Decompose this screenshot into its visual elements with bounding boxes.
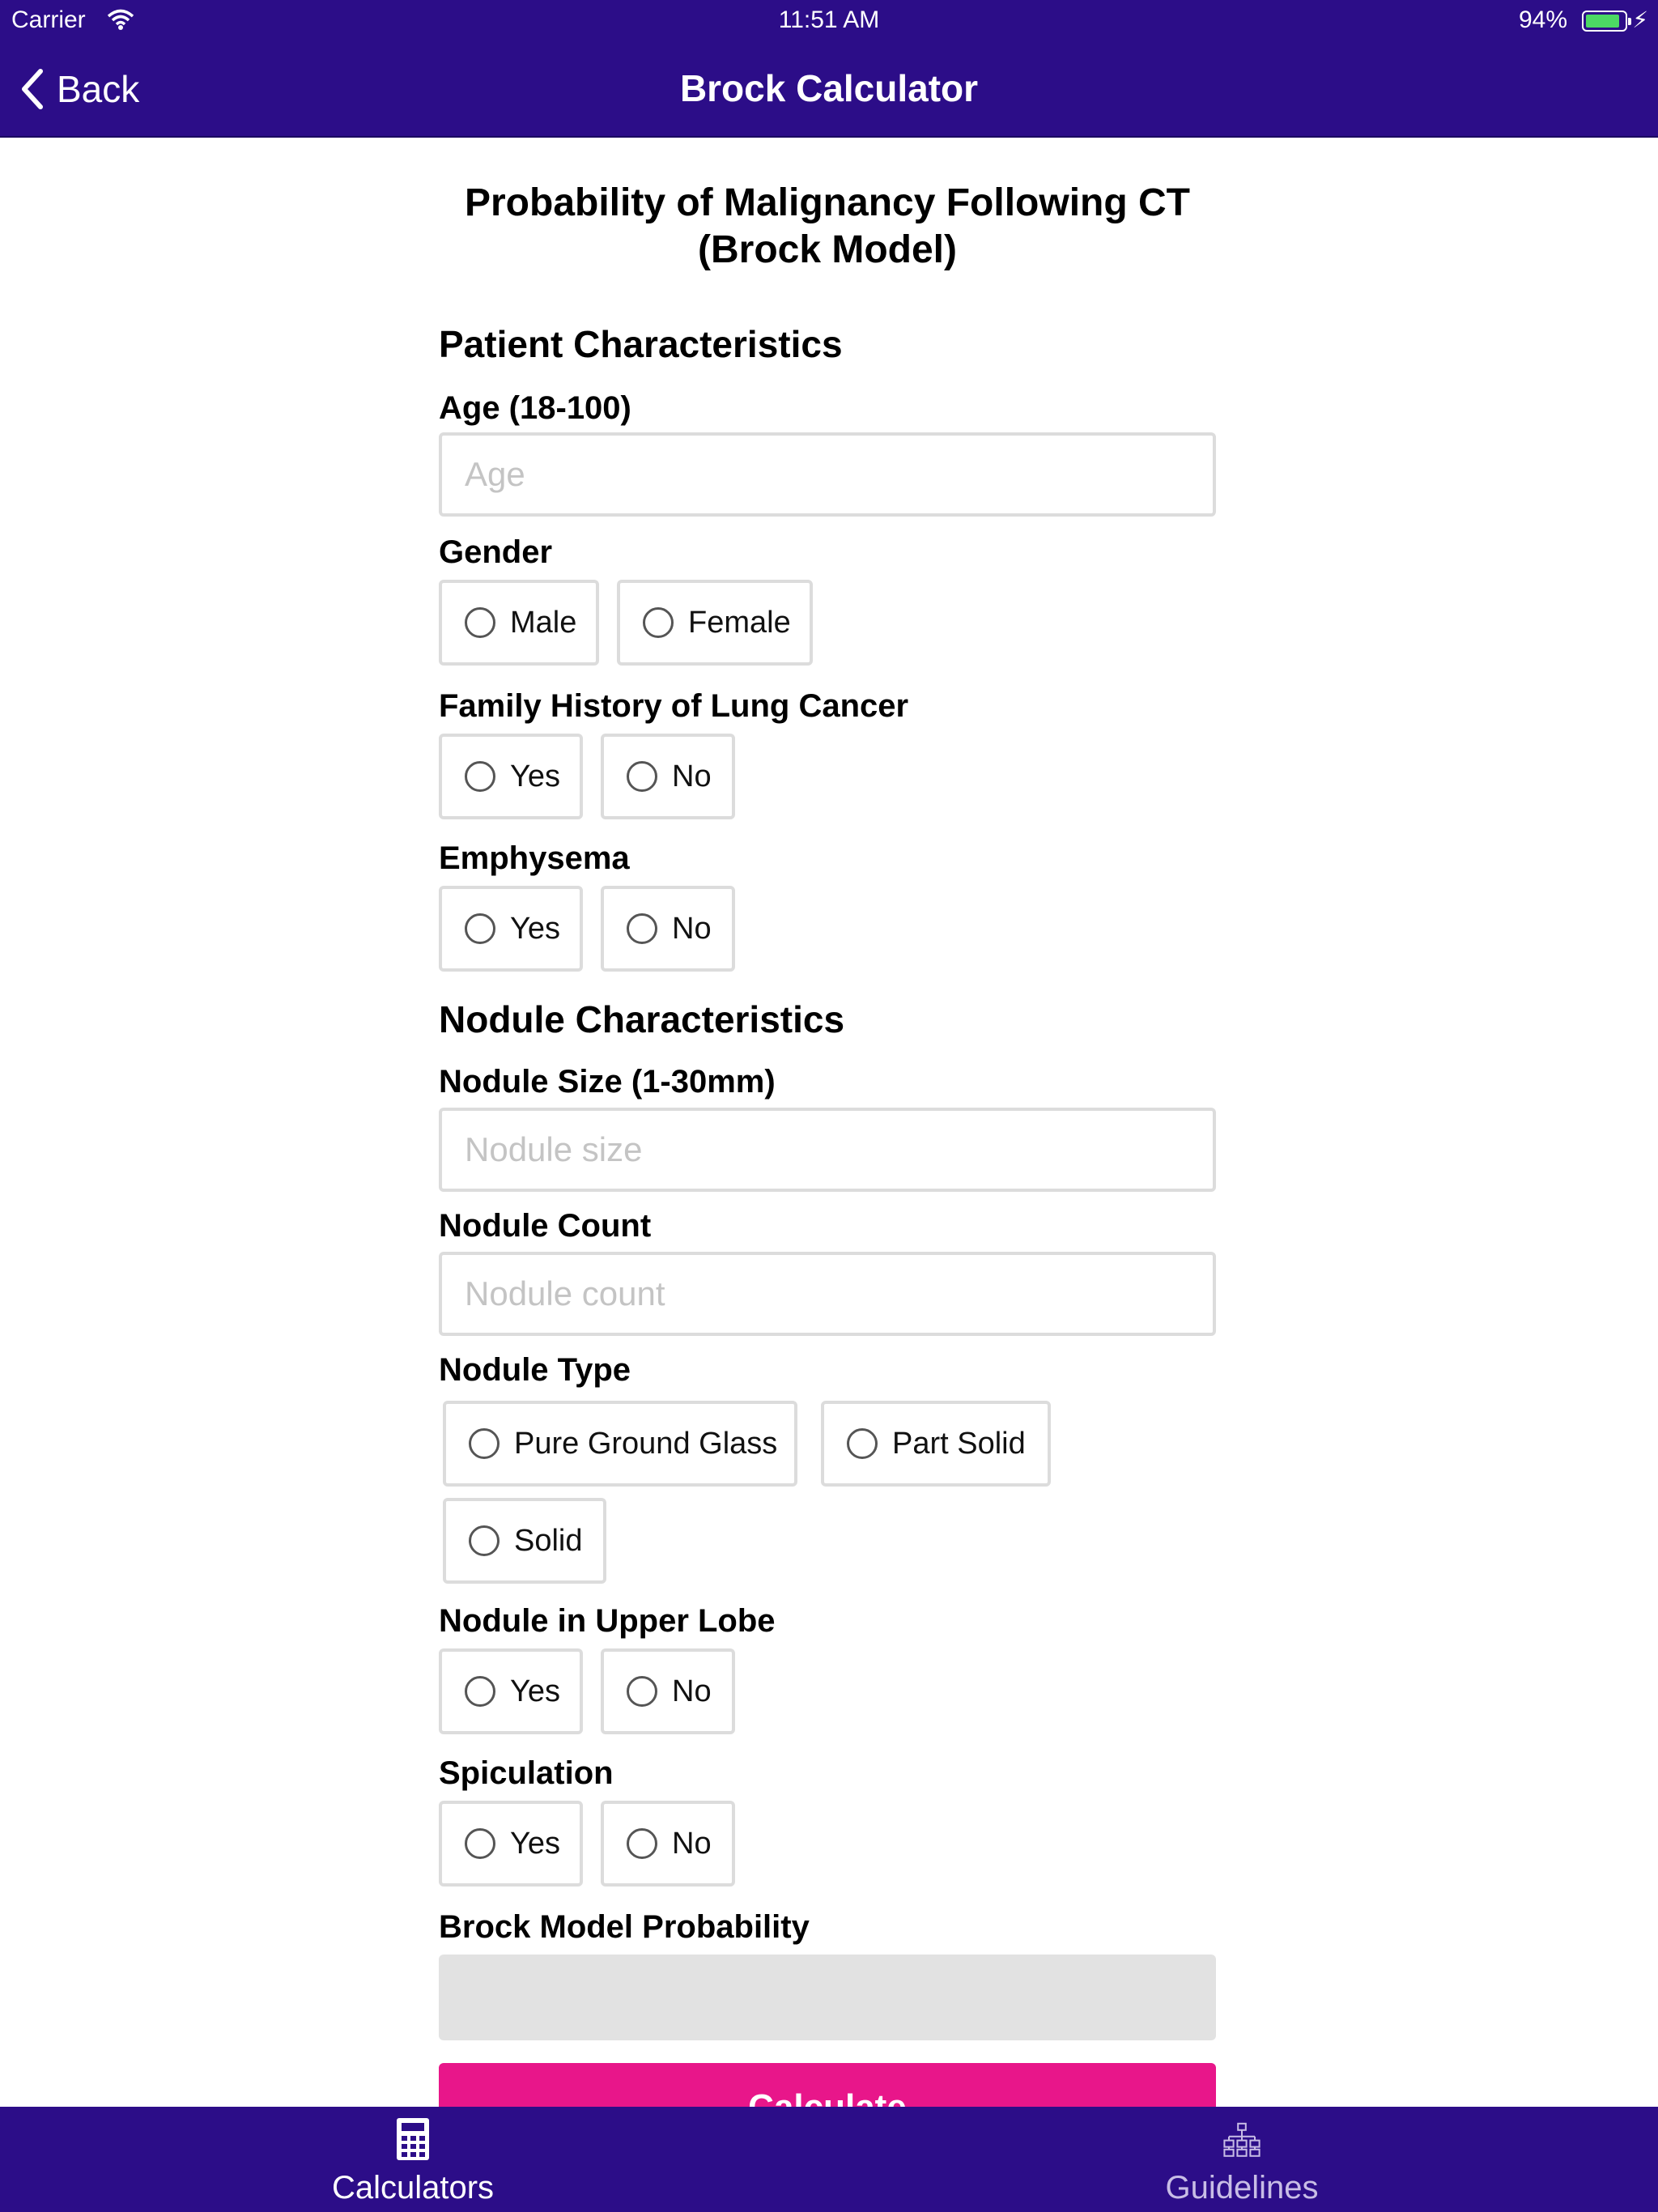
probability-label: Brock Model Probability [439, 1909, 810, 1945]
radio-label: Yes [510, 759, 560, 793]
nodule-type-solid-radio[interactable] [443, 1498, 606, 1584]
tab-guidelines[interactable] [1080, 2107, 1404, 2212]
probability-result-field [439, 1955, 1216, 2040]
patient-section-title: Patient Characteristics [439, 323, 843, 365]
radio-circle-icon [469, 1428, 500, 1459]
family-history-yes-radio[interactable] [439, 734, 583, 819]
radio-label: Yes [510, 911, 560, 946]
nodule-count-input[interactable] [439, 1252, 1216, 1336]
radio-label: Yes [510, 1674, 560, 1708]
emphysema-label: Emphysema [439, 840, 630, 876]
tab-calculators[interactable] [251, 2107, 575, 2212]
tab-bar [0, 2107, 1658, 2212]
upper-lobe-label: Nodule in Upper Lobe [439, 1603, 776, 1639]
radio-circle-icon [627, 913, 657, 944]
age-label: Age (18-100) [439, 390, 631, 426]
spiculation-no-radio[interactable] [601, 1801, 735, 1887]
nodule-size-label: Nodule Size (1-30mm) [439, 1064, 776, 1100]
nodule-type-pure-ground-glass-radio[interactable] [443, 1401, 797, 1487]
emphysema-yes-radio[interactable] [439, 886, 583, 972]
clock: 11:51 AM [778, 6, 880, 33]
form-heading [439, 180, 1216, 274]
tab-guidelines-label: Guidelines [1165, 2170, 1319, 2206]
hierarchy-icon [1222, 2116, 1261, 2162]
radio-label: No [672, 759, 712, 793]
carrier-label: Carrier [11, 6, 86, 33]
radio-circle-icon [627, 1828, 657, 1859]
radio-circle-icon [847, 1428, 878, 1459]
form-heading-line1: Probability of Malignancy Following CT [464, 181, 1190, 224]
upper-lobe-no-radio[interactable] [601, 1648, 735, 1734]
family-history-no-radio[interactable] [601, 734, 735, 819]
radio-circle-icon [465, 1828, 495, 1859]
radio-label: No [672, 1826, 712, 1861]
nodule-section-title: Nodule Characteristics [439, 998, 845, 1040]
calculator-icon [393, 2116, 432, 2162]
gender-label: Gender [439, 534, 553, 570]
radio-label: Male [510, 605, 577, 640]
radio-label: No [672, 1674, 712, 1708]
battery-icon [1582, 11, 1627, 32]
nodule-type-label: Nodule Type [439, 1352, 631, 1388]
navigation-bar [0, 42, 1658, 138]
radio-label: No [672, 911, 712, 946]
radio-circle-icon [627, 1676, 657, 1707]
radio-circle-icon [627, 761, 657, 792]
radio-circle-icon [465, 1676, 495, 1707]
page-title: Brock Calculator [679, 67, 979, 109]
radio-circle-icon [465, 607, 495, 638]
radio-circle-icon [469, 1525, 500, 1556]
radio-label: Yes [510, 1826, 560, 1861]
battery-percent: 94% [1518, 6, 1567, 33]
nodule-count-label: Nodule Count [439, 1208, 652, 1244]
charging-icon: ⚡ [1632, 7, 1648, 32]
radio-circle-icon [465, 913, 495, 944]
radio-label: Female [688, 605, 791, 640]
battery-fill [1586, 15, 1619, 28]
age-input[interactable] [439, 432, 1216, 517]
family-history-label: Family History of Lung Cancer [439, 688, 909, 724]
emphysema-no-radio[interactable] [601, 886, 735, 972]
spiculation-label: Spiculation [439, 1755, 614, 1791]
radio-label: Part Solid [892, 1426, 1026, 1461]
radio-label: Solid [514, 1523, 583, 1558]
nodule-size-input[interactable] [439, 1108, 1216, 1192]
gender-male-radio[interactable] [439, 580, 599, 666]
back-label: Back [57, 68, 140, 110]
tab-calculators-label: Calculators [331, 2170, 495, 2206]
radio-circle-icon [643, 607, 674, 638]
content-area[interactable] [0, 138, 1658, 2107]
radio-circle-icon [465, 761, 495, 792]
status-bar [0, 0, 1658, 42]
upper-lobe-yes-radio[interactable] [439, 1648, 583, 1734]
gender-female-radio[interactable] [617, 580, 813, 666]
radio-label: Pure Ground Glass [514, 1426, 778, 1461]
nodule-type-part-solid-radio[interactable] [821, 1401, 1051, 1487]
form-heading-line2: (Brock Model) [697, 228, 957, 271]
spiculation-yes-radio[interactable] [439, 1801, 583, 1887]
